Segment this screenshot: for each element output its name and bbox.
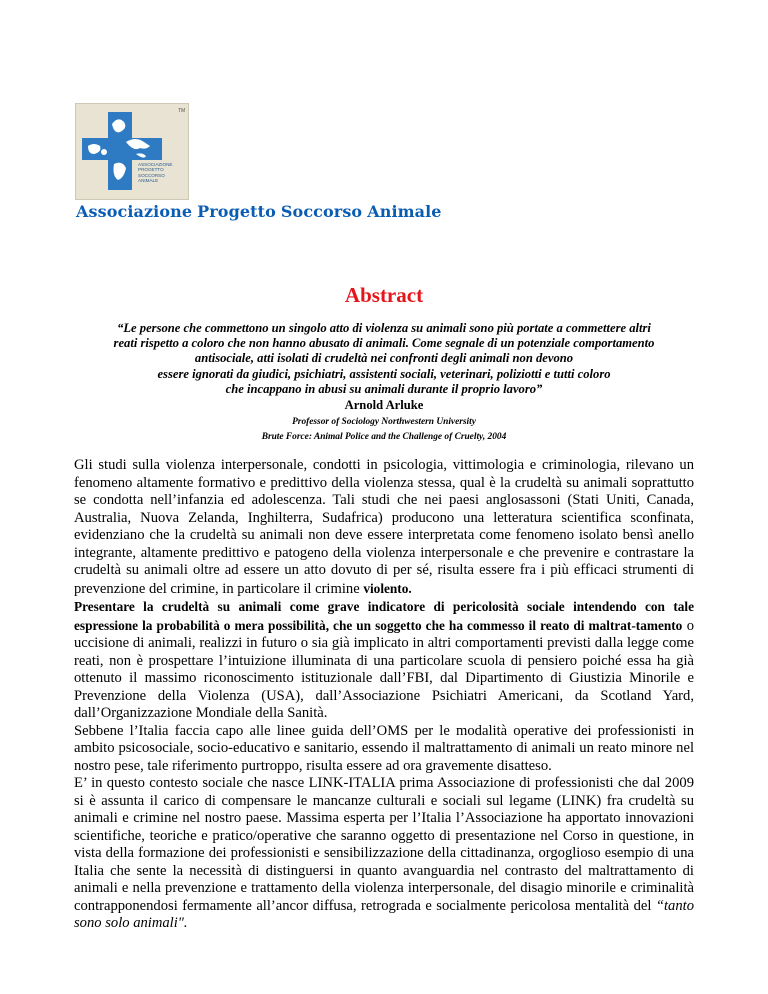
logo-caption-line: ANIMALE: [138, 178, 159, 184]
org-name-word: Animale: [367, 202, 442, 221]
logo-caption-line: ASSOCIAZIONE: [138, 162, 173, 167]
quote-line: che incappano in abusi su animali durante il proprio lavoro”: [225, 381, 543, 396]
animal-cross-icon: [76, 104, 188, 199]
paragraph-text: Gli studi sulla violenza interpersonale, condotti in psicologia, vittimologia e criminologia, rilevano un fenomeno altamente formativo e predittivo della violenza stessa, qual è la crudeltà su animali soprattutto se condotta nell’infanzia ed adolescenza. Tali studi che nei paesi anglosassoni (Stati Uniti, Canada, Australia, Nuova Zelanda, Inghilterra, Sudafrica) producono una letteratura scientifica sconfinata, evidenziano che la crudeltà su animali non deve essere interpretata come fenomeno isolato bensì anello integrante, altamente predittivo e patogeno della violenza interpersonale e che prevenire e contrastare la crudeltà su animali oltre ad essere un atto dovuto di per sé, risulta essere fra i più efficaci strumenti di prevenzione del crimine, in particolare il crimine: [74, 457, 694, 597]
quote-author: Arnold Arluke: [344, 398, 424, 412]
author-affiliation: Professor of Sociology Northwestern University: [292, 417, 476, 427]
epigraph-quote: [40, 321, 728, 397]
organization-name: [76, 202, 447, 221]
org-name-word: Associazione: [76, 202, 193, 221]
paragraph: [74, 598, 694, 723]
paragraph-italic-text: “tanto sono solo animali".: [74, 897, 694, 931]
abstract-title: Abstract: [344, 283, 424, 307]
paragraph-text: E’ in questo contesto sociale che nasce LINK-ITALIA prima Associazione di professionisti che dal 2009 si è assunta il carico di compensare le mancanze culturali e sociali sul legame (LINK) fra crudeltà su animali e crimine nel nostro paese. Massima esperta per l’Italia l’Associazione ha apportato innovazioni scientifiche, teoriche e pratico/operative che saranno oggetto di presentazione nel Corso in questione, in vista della formazione dei professionisti e sensibilizzazione della cittadinanza, orgoglioso esempio di una Italia che sente la necessità di distinguersi in quanto avanguardia nel contrasto del maltrattamento di animali e nella prevenzione e trattamento della violenza interpersonale, del disagio minorile e criminalità contrapponendosi fermamente all’ancor diffusa, retrograda e socialmente pericolosa mentalità del: [74, 775, 694, 914]
paragraph-text: o uccisione di animali, realizzi in futuro o sia già implicato in altri comportamenti previsti dalla legge come reati, non è prospettare l’intuizione illuminata di una particolare scuola di pensiero poiché essa ha già ottenuto il massimo riconoscimento istituzionale dall’FBI, dal Dipartimento di Giustizia Minorile e Prevenzione della Violenza (USA), dall’Associazione Psichiatri Americani, da Scotland Yard, dall’Organizzazione Mondiale della Sanità.: [74, 617, 694, 721]
quote-line: “Le persone che commettono un singolo atto di violenza su animali sono più portate a commettere altri: [117, 321, 651, 335]
paragraph: [74, 457, 694, 598]
paragraph: Sebbene l’Italia faccia capo alle linee guida dell’OMS per le modalità operative dei professionisti in ambito psicosociale, socio-educativo e sanitario, essendo il maltrattamento di animali un reato minore nel nostro pese, tale riferimento purtroppo, risulta essere ad ora gravemente disatteso.: [74, 722, 694, 774]
logo-caption-line: SOCCORSO: [138, 172, 165, 178]
abstract-body: [74, 457, 694, 933]
org-name-word: Soccorso: [280, 202, 363, 221]
quote-line: antisociale, atti isolati di crudeltà nei confronti degli animali non devono: [194, 351, 574, 366]
association-logo: [75, 103, 189, 200]
paragraph-bold-text: Presentare la crudeltà su animali come grave indicatore di pericolosità sociale intendendo con tale espressione la probabilità o mera possibilità, che un soggetto che ha commesso il reato di maltrat-tamento: [74, 599, 694, 633]
quote-source: Brute Force: Animal Police and the Challenge of Cruelty, 2004: [261, 432, 507, 442]
org-name-word: Progetto: [197, 202, 276, 221]
logo-caption-line: PROGETTO: [138, 167, 164, 173]
paragraph-bold-text: violento.: [363, 580, 412, 596]
quote-line: reati rispetto a coloro che non hanno abusato di animali. Come segnale di un potenziale comportamento: [113, 336, 655, 351]
trademark-mark: TM: [178, 108, 186, 114]
paragraph: [74, 775, 694, 933]
quote-line: essere ignorati da giudici, psichiatri, assistenti sociali, veterinari, poliziotti e tutti coloro: [157, 366, 611, 381]
logo-caption: [138, 162, 184, 184]
